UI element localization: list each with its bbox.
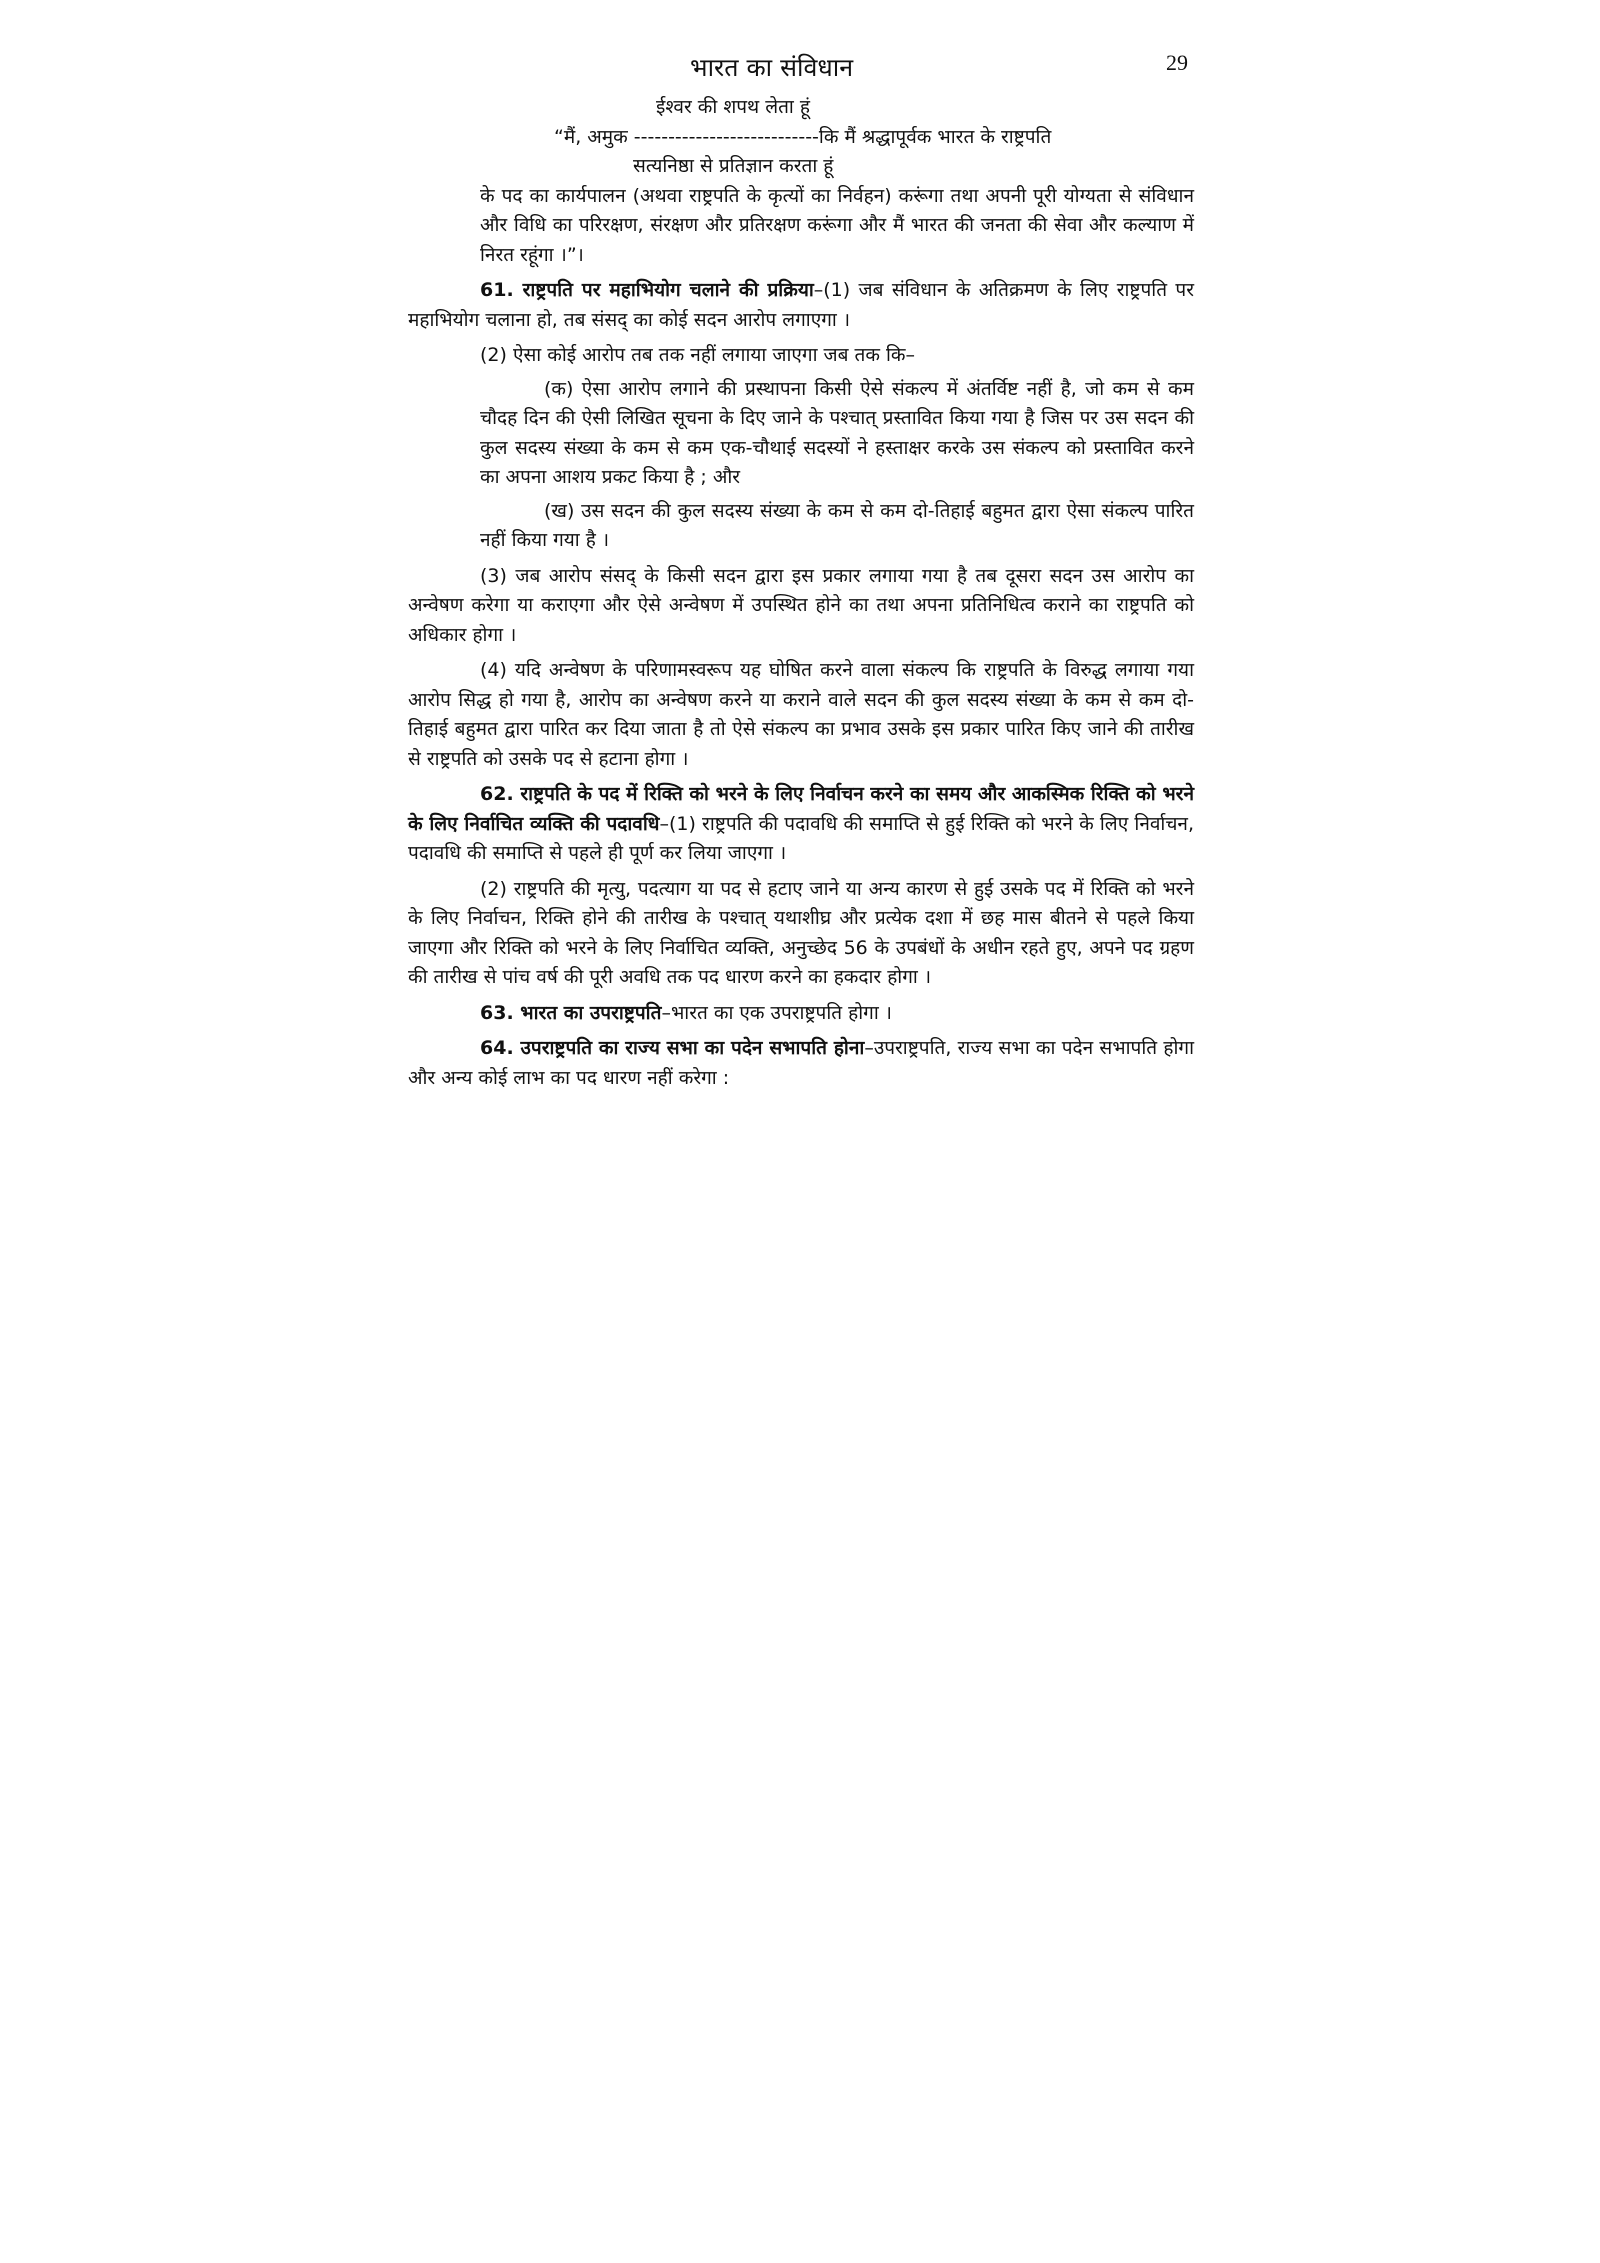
article-61-heading: 61. राष्ट्रपति पर महाभियोग चलाने की प्रक्रिया: [480, 279, 814, 301]
article-63-text: –भारत का एक उपराष्ट्रपति होगा ।: [661, 1001, 892, 1024]
article-63-heading: 63. भारत का उपराष्ट्रपति: [480, 1001, 662, 1024]
article-61-subclause-kha: (ख) उस सदन की कुल सदस्य संख्या के कम से कम दो-तिहाई बहुमत द्वारा ऐसा संकल्प पारित नहीं किया गया है ।: [480, 499, 1194, 551]
article-62: [408, 780, 1194, 869]
oath-line-affirm-solemn: सत्यनिष्ठा से प्रतिज्ञान करता हूं: [633, 155, 834, 177]
article-61-clause-3: (3) जब आरोप संसद् के किसी सदन द्वारा इस प्रकार लगाया गया है तब दूसरा सदन उस आरोप का अन्वेषण करेगा या कराएगा और ऐसे अन्वेषण में उपस्थित होने का तथा अपना प्रतिनिधित्व कराने का राष्ट्रपति को अधिकार होगा ।: [408, 564, 1194, 646]
oath-line-affirm-god: ईश्वर की शपथ लेता हूं: [656, 96, 810, 118]
page-title: भारत का संविधान: [690, 53, 854, 82]
oath-body: के पद का कार्यपालन (अथवा राष्ट्रपति के कृत्यों का निर्वहन) करूंगा तथा अपनी पूरी योग्यता से संविधान और विधि का परिरक्षण, संरक्षण और प्रतिरक्षण करूंगा और मैं भारत की जनता की सेवा और कल्याण में निरत रहूंगा ।”।: [480, 184, 1194, 266]
article-63: [408, 999, 1194, 1029]
article-61-text: –(1) जब संविधान के अतिक्रमण के लिए राष्ट्रपति पर महाभियोग चलाना हो, तब संसद् का कोई सदन आरोप लगाएगा ।: [408, 279, 1194, 331]
article-61-clause-4: (4) यदि अन्वेषण के परिणामस्वरूप यह घोषित करने वाला संकल्प कि राष्ट्रपति के विरुद्ध लगाया गया आरोप सिद्ध हो गया है, आरोप का अन्वेषण करने या कराने वाले सदन की कुल सदस्य संख्या के कम से कम दो-तिहाई बहुमत द्वारा पारित कर दिया जाता है तो ऐसे संकल्प का प्रभाव उसके इस प्रकार पारित किए जाने की तारीख से राष्ट्रपति को उसके पद से हटाना होगा ।: [408, 659, 1194, 770]
article-62-text: –(1) राष्ट्रपति की पदावधि की समाप्ति से हुई रिक्ति को भरने के लिए निर्वाचन, पदावधि की समाप्ति से पहले ही पूर्ण कर लिया जाएगा ।: [408, 812, 1194, 864]
oath-line-name: “मैं, अमुक ---------------------------कि मैं श्रद्धापूर्वक भारत के राष्ट्रपति: [554, 125, 1052, 148]
article-64-heading: 64. उपराष्ट्रपति का राज्य सभा का पदेन सभापति होना: [480, 1037, 865, 1059]
article-62-clause-2: (2) राष्ट्रपति की मृत्यु, पदत्याग या पद से हटाए जाने या अन्य कारण से हुई उसके पद में रिक्ति को भरने के लिए निर्वाचन, रिक्ति होने की तारीख के पश्चात् यथाशीघ्र और प्रत्येक दशा में छह मास बीतने से पहले किया जाएगा और रिक्ति को भरने के लिए निर्वाचित व्यक्ति, अनुच्छेद 56 के उपबंधों के अधीन रहते हुए, अपने पद ग्रहण की तारीख से पांच वर्ष की पूरी अवधि तक पद धारण करने का हकदार होगा ।: [408, 877, 1194, 988]
article-62-heading: 62. राष्ट्रपति के पद में रिक्ति को भरने के लिए निर्वाचन करने का समय और आकस्मिक रिक्ति को भरने के लिए निर्वाचित व्यक्ति की पदावधि: [408, 783, 1194, 835]
document-body: [408, 93, 1194, 1093]
page-number: 29: [1166, 50, 1188, 75]
article-64-text: –उपराष्ट्रपति, राज्य सभा का पदेन सभापति होगा और अन्य कोई लाभ का पद धारण नहीं करेगा :: [408, 1037, 1194, 1089]
article-61-subclause-ka: (क) ऐसा आरोप लगाने की प्रस्थापना किसी ऐसे संकल्प में अंतर्विष्ट नहीं है, जो कम से कम चौदह दिन की ऐसी लिखित सूचना के दिए जाने के पश्चात् प्रस्तावित किया गया है जिस पर उस सदन की कुल सदस्य संख्या के कम से कम एक-चौथाई सदस्यों ने हस्ताक्षर करके उस संकल्प को प्रस्तावित करने का अपना आशय प्रकट किया है ; और: [480, 377, 1194, 488]
article-61-clause-2: (2) ऐसा कोई आरोप तब तक नहीं लगाया जाएगा जब तक कि–: [480, 344, 915, 366]
article-64: [408, 1034, 1194, 1093]
article-61: [408, 276, 1194, 335]
